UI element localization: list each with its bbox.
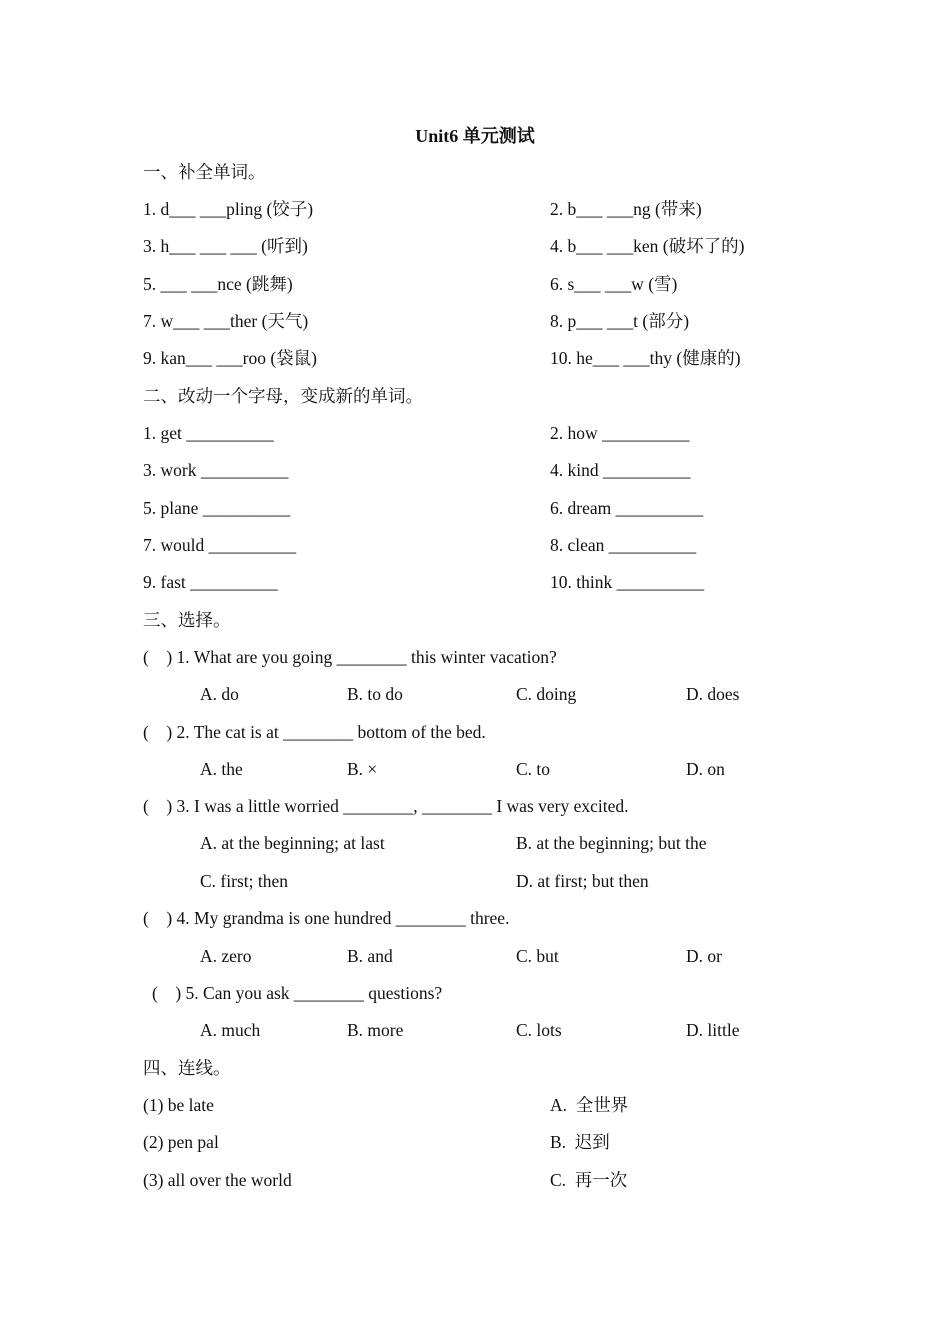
- option-a: A. zero: [200, 946, 252, 966]
- question-stem: ( ) 1. What are you going ________ this winter vacation?: [143, 647, 557, 667]
- page-title: Unit6 单元测试: [415, 126, 535, 146]
- match-item-right: C. 再一次: [550, 1170, 628, 1190]
- option-b: B. at the beginning; but the: [516, 833, 707, 853]
- option-d: D. on: [686, 759, 725, 779]
- change-letter-item: 6. dream __________: [550, 498, 704, 518]
- option-c: C. to: [516, 759, 551, 779]
- question-stem: ( ) 2. The cat is at ________ bottom of the bed.: [143, 722, 486, 742]
- question-stem: ( ) 3. I was a little worried ________, ________ I was very excited.: [143, 796, 629, 816]
- match-item-right: B. 迟到: [550, 1132, 610, 1152]
- match-item-left: (2) pen pal: [143, 1132, 219, 1152]
- fill-word-item: 7. w___ ___ther (天气): [143, 311, 309, 331]
- section-heading: 三、选择。: [143, 610, 231, 630]
- option-a: A. at the beginning; at last: [200, 833, 385, 853]
- change-letter-item: 10. think __________: [550, 572, 705, 592]
- option-c: C. first; then: [200, 871, 288, 891]
- change-letter-item: 1. get __________: [143, 423, 274, 443]
- question-stem: ( ) 5. Can you ask ________ questions?: [152, 983, 443, 1003]
- option-c: C. but: [516, 946, 559, 966]
- option-c: C. doing: [516, 684, 577, 704]
- option-b: B. and: [347, 946, 393, 966]
- option-a: A. the: [200, 759, 243, 779]
- match-item-left: (1) be late: [143, 1095, 214, 1115]
- fill-word-item: 4. b___ ___ken (破坏了的): [550, 236, 745, 256]
- question-stem: ( ) 4. My grandma is one hundred ________ three.: [143, 908, 510, 928]
- option-d: D. at first; but then: [516, 871, 649, 891]
- change-letter-item: 9. fast __________: [143, 572, 278, 592]
- fill-word-item: 6. s___ ___w (雪): [550, 274, 678, 294]
- option-d: D. or: [686, 946, 722, 966]
- option-b: B. to do: [347, 684, 403, 704]
- change-letter-item: 8. clean __________: [550, 535, 697, 555]
- section-heading: 二、改动一个字母，变成新的单词。: [143, 386, 423, 406]
- option-c: C. lots: [516, 1020, 562, 1040]
- match-item-left: (3) all over the world: [143, 1170, 292, 1190]
- option-b: B. more: [347, 1020, 404, 1040]
- fill-word-item: 2. b___ ___ng (带来): [550, 199, 702, 219]
- option-d: D. little: [686, 1020, 740, 1040]
- fill-word-item: 5. ___ ___nce (跳舞): [143, 274, 293, 294]
- option-a: A. much: [200, 1020, 261, 1040]
- change-letter-item: 5. plane __________: [143, 498, 291, 518]
- section-heading: 一、补全单词。: [143, 162, 266, 182]
- change-letter-item: 2. how __________: [550, 423, 690, 443]
- change-letter-item: 7. would __________: [143, 535, 297, 555]
- option-b: B. ×: [347, 759, 378, 779]
- option-a: A. do: [200, 684, 239, 704]
- fill-word-item: 10. he___ ___thy (健康的): [550, 348, 741, 368]
- section-heading: 四、连线。: [143, 1058, 231, 1078]
- fill-word-item: 9. kan___ ___roo (袋鼠): [143, 348, 318, 368]
- change-letter-item: 3. work __________: [143, 460, 289, 480]
- fill-word-item: 8. p___ ___t (部分): [550, 311, 690, 331]
- fill-word-item: 3. h___ ___ ___ (听到): [143, 236, 308, 256]
- option-d: D. does: [686, 684, 740, 704]
- change-letter-item: 4. kind __________: [550, 460, 691, 480]
- fill-word-item: 1. d___ ___pling (饺子): [143, 199, 314, 219]
- match-item-right: A. 全世界: [550, 1095, 629, 1115]
